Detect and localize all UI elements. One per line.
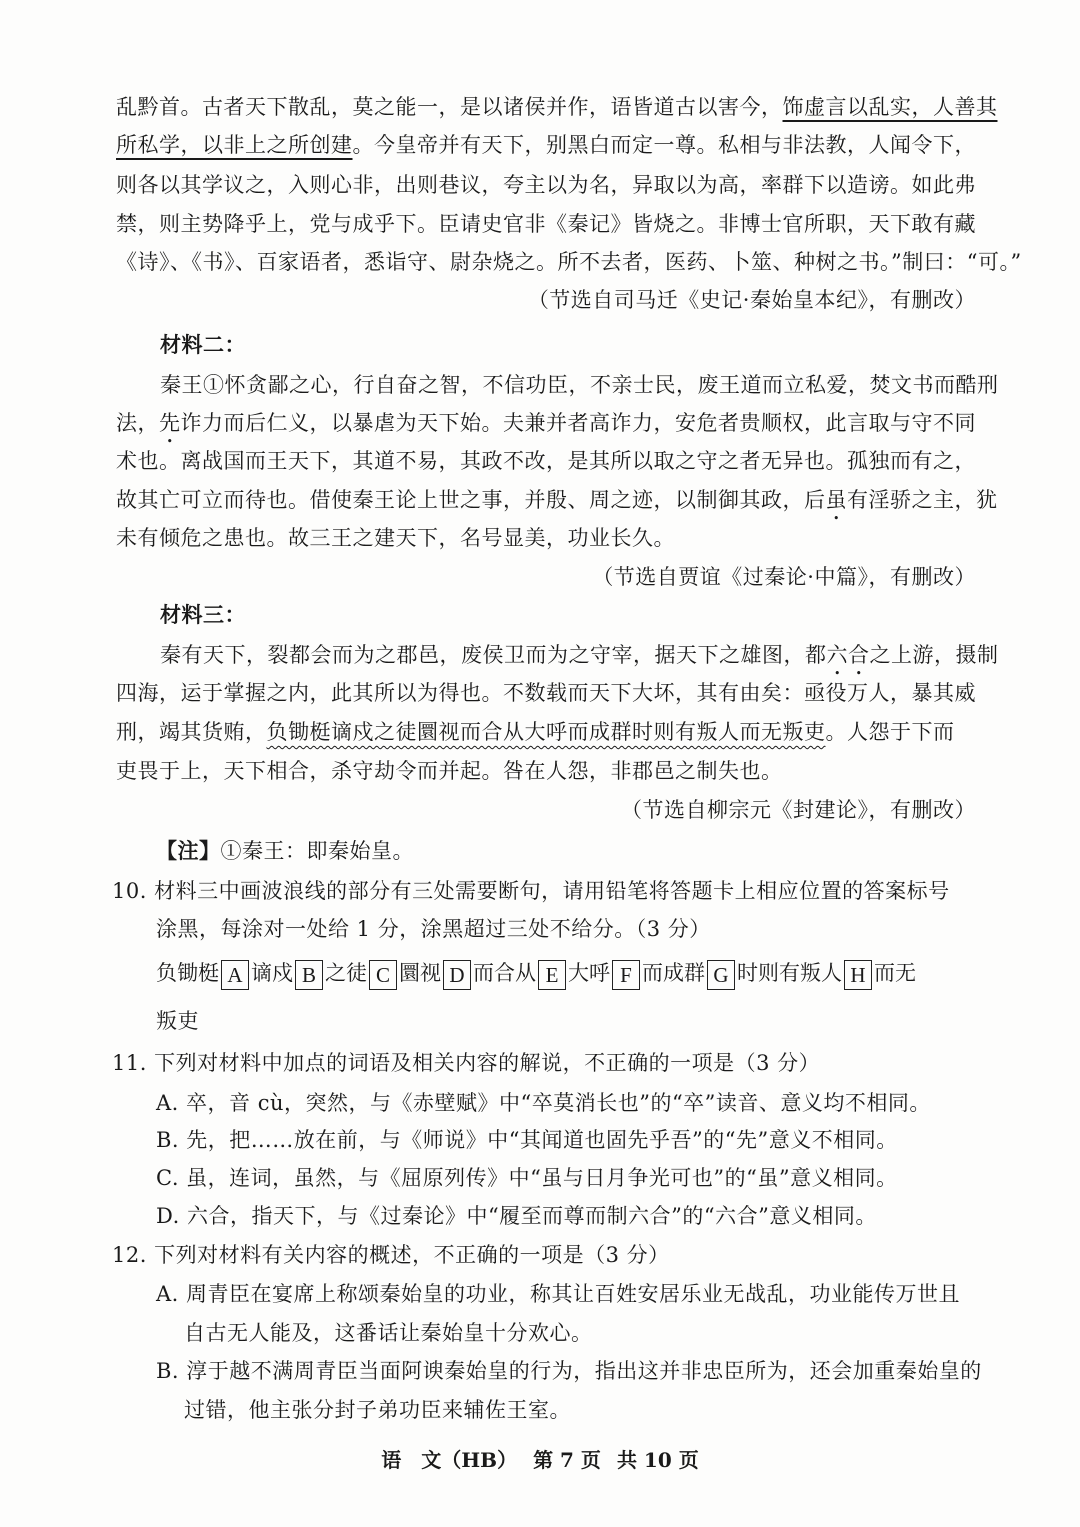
q11-stem: 11. 下列对材料中加点的词语及相关内容的解说，不正确的一项是（3 分）: [112, 1051, 821, 1075]
text: 刑，竭其货贿，: [116, 720, 267, 744]
q12-option-b-line2: 过错，他主张分封子弟功臣来辅佐王室。: [184, 1398, 571, 1422]
answer-box-a[interactable]: A: [221, 960, 249, 990]
text: 。今皇帝并有天下，别黑白而定一尊。私相与非法教，人闻令下，: [352, 133, 976, 157]
text: 。人怨于下而: [825, 720, 955, 744]
text: 法，: [116, 411, 159, 435]
segment: 而成群: [642, 961, 705, 985]
q12-option-b-line1: B. 淳于越不满周青臣当面阿谀秦始皇的行为，指出这并非忠臣所为，还会加重秦始皇的: [156, 1359, 982, 1383]
material3-line2: 四海，运于掌握之内，此其所以为得也。不数载而天下大坏，其有由矣：亟役万人，暴其威: [116, 681, 976, 705]
answer-box-d[interactable]: D: [443, 960, 471, 990]
segment: 而合从: [473, 961, 536, 985]
material3-line1: [160, 640, 999, 680]
footer-total-pages: 共 10 页: [616, 1448, 699, 1472]
q11-option-d: D. 六合，指天下，与《过秦论》中“履至而尊而制六合”的“六合”意义相同。: [156, 1204, 877, 1228]
answer-box-c[interactable]: C: [369, 960, 397, 990]
material1-source: （节选自司马迁《史记·秦始皇本纪》，有删改）: [527, 288, 976, 312]
answer-box-f[interactable]: F: [612, 960, 640, 990]
note: [156, 836, 414, 866]
note-text: ①秦王：即秦始皇。: [220, 839, 414, 863]
material2-line2: [116, 408, 976, 448]
text: 有淫骄之主，犹: [847, 488, 998, 512]
segment: 负锄梃: [156, 961, 219, 985]
material1-line3: 则各以其学议之，入则心非，出则巷议，夸主以为名，异取以为高，率群下以造谤。如此弗: [116, 173, 976, 197]
q10-tail: 叛吏: [156, 1009, 199, 1033]
segment: 谪戍: [251, 961, 293, 985]
dotted-word: 六合: [826, 643, 870, 667]
answer-box-h[interactable]: H: [844, 960, 872, 990]
segment: 而无: [874, 961, 916, 985]
footer-subject: 语 文（HB）: [381, 1448, 518, 1472]
q11-option-a: A. 卒，音 cù，突然，与《赤壁赋》中“卒莫消长也”的“卒”读音、意义均不相同。: [156, 1091, 931, 1115]
text: 之上游，摄制: [869, 643, 999, 667]
material1-line5: 《诗》、《书》、百家语者，悉诣守、尉杂烧之。所不去者，医药、卜筮、种树之书。”制曰：“可。”: [116, 250, 1022, 274]
wavy-underlined-text: 负锄梃谪戍之徒圜视而合从大呼而成群时则有叛人而无叛吏: [266, 720, 826, 744]
material2-line5: 未有倾危之患也。故三王之建天下，名号显美，功业长久。: [116, 526, 675, 550]
segment: 大呼: [568, 961, 610, 985]
material3-heading: 材料三：: [160, 602, 246, 627]
material3-line3: [116, 717, 955, 747]
footer-page-number: 第 7 页: [533, 1448, 601, 1472]
q12-option-a-line2: 自古无人能及，这番话让秦始皇十分欢心。: [184, 1321, 593, 1345]
text: 诈力而后仁义，以暴虐为天下始。夫兼并者高诈力，安危者贵顺权，此言取与守不同: [180, 411, 976, 435]
page-footer: [0, 1445, 1080, 1475]
dotted-word: 先: [159, 411, 181, 435]
segment: 之徒: [325, 961, 367, 985]
segment: 时则有叛人: [737, 961, 842, 985]
answer-box-e[interactable]: E: [538, 960, 566, 990]
material3-line4: 吏畏于上，天下相合，杀守劫令而并起。咎在人怨，非郡邑之制失也。: [116, 759, 783, 783]
q10-stem-line2: 涂黑，每涂对一处给 1 分，涂黑超过三处不给分。（3 分）: [156, 917, 711, 941]
material2-line4: [116, 485, 998, 525]
material1-line1: [116, 92, 998, 122]
underlined-text: 所私学，以非上之所创建: [116, 133, 353, 157]
text: 乱黔首。古者天下散乱，莫之能一，是以诸侯并作，语皆道古以害今，: [116, 95, 783, 119]
segment: 圜视: [399, 961, 441, 985]
material2-heading: 材料二：: [160, 332, 246, 357]
answer-box-b[interactable]: B: [295, 960, 323, 990]
dotted-word: 虽: [825, 488, 847, 512]
q11-option-c: C. 虽，连词，虽然，与《屈原列传》中“虽与日月争光可也”的“虽”意义相同。: [156, 1166, 898, 1190]
text: 秦有天下，裂都会而为之郡邑，废侯卫而为之守宰，据天下之雄图，都: [160, 643, 827, 667]
underlined-text: 饰虚言以乱实，人善其: [782, 95, 998, 119]
q12-stem: 12. 下列对材料有关内容的概述，不正确的一项是（3 分）: [112, 1243, 670, 1267]
material1-line4: 禁，则主势降乎上，党与成乎下。臣请史官非《秦记》皆烧之。非博士官所职，天下敢有藏: [116, 212, 976, 236]
material1-line2: [116, 130, 976, 160]
note-label: 【注】: [156, 838, 221, 863]
material2-line1: 秦王①怀贪鄙之心，行自奋之智，不信功臣，不亲士民，废王道而立私爱，焚文书而酷刑: [160, 373, 999, 397]
answer-box-g[interactable]: G: [707, 960, 735, 990]
material3-source: （节选自柳宗元《封建论》，有删改）: [621, 798, 976, 822]
q12-option-a-line1: A. 周青臣在宴席上称颂秦始皇的功业，称其让百姓安居乐业无战乱，功业能传万世且: [156, 1282, 961, 1306]
material2-source: （节选自贾谊《过秦论·中篇》，有删改）: [592, 565, 976, 589]
q10-answer-row: [156, 957, 916, 990]
q10-stem-line1: 10. 材料三中画波浪线的部分有三处需要断句，请用铅笔将答题卡上相应位置的答案标号: [112, 879, 950, 903]
q11-option-b: B. 先，把……放在前，与《师说》中“其闻道也固先乎吾”的“先”意义不相同。: [156, 1128, 898, 1152]
material2-line3: 术也。离战国而王天下，其道不易，其政不改，是其所以取之守之者无异也。孤独而有之，: [116, 449, 976, 473]
text: 故其亡可立而待也。借使秦王论上世之事，并殷、周之迹，以制御其政，后: [116, 488, 826, 512]
